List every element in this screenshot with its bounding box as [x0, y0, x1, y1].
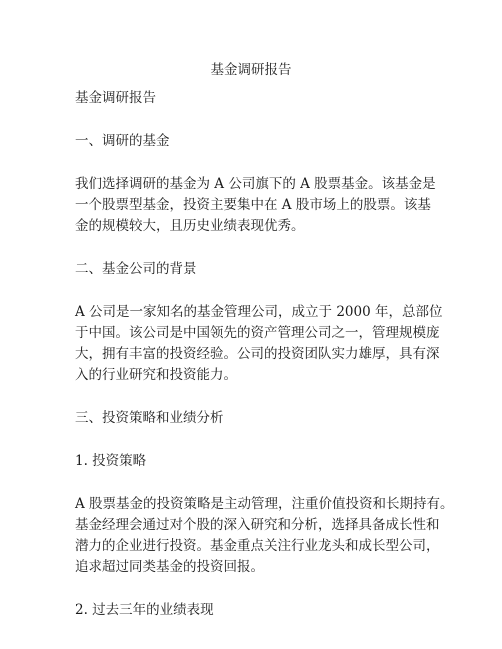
paragraph-line: 大，拥有丰富的投资经验。公司的投资团队实力雄厚，具有深 [75, 346, 440, 362]
paragraph-line: 于中国。该公司是中国领先的资产管理公司之一，管理规模庞 [75, 325, 440, 341]
paragraph-line: 我们选择调研的基金为 A 公司旗下的 A 股票基金。该基金是 [75, 176, 436, 192]
subsection-heading-performance: 2. 过去三年的业绩表现 [75, 602, 214, 618]
document-body [75, 88, 454, 621]
paragraph-line: 基金经理会通过对个股的深入研究和分析，选择具备成长性和 [75, 517, 440, 533]
document-title: 基金调研报告 [210, 62, 292, 78]
paragraph-line: 追求超过同类基金的投资回报。 [75, 559, 264, 575]
paragraph-line: 入的行业研究和投资能力。 [75, 367, 237, 383]
paragraph-line: 一个股票型基金，投资主要集中在 A 股市场上的股票。该基 [75, 197, 431, 213]
section-heading-company: 二、基金公司的背景 [75, 261, 197, 277]
section-paragraph-company [75, 302, 445, 386]
paragraph-line: 潜力的企业进行投资。基金重点关注行业龙头和成长型公司， [75, 538, 440, 554]
section-heading-fund: 一、调研的基金 [75, 133, 170, 149]
paragraph-line: A 公司是一家知名的基金管理公司，成立于 2000 年，总部位 [75, 304, 443, 320]
subsection-paragraph-strategy [75, 494, 454, 578]
paragraph-line: A 股票基金的投资策略是主动管理，注重价值投资和长期持有。 [75, 496, 454, 512]
section-paragraph-fund [75, 174, 445, 237]
subsection-heading-strategy: 1. 投资策略 [75, 453, 147, 469]
section-heading-strategy: 三、投资策略和业绩分析 [75, 410, 224, 426]
document-subtitle: 基金调研报告 [75, 90, 156, 106]
paragraph-line: 金的规模较大，且历史业绩表现优秀。 [75, 218, 305, 234]
